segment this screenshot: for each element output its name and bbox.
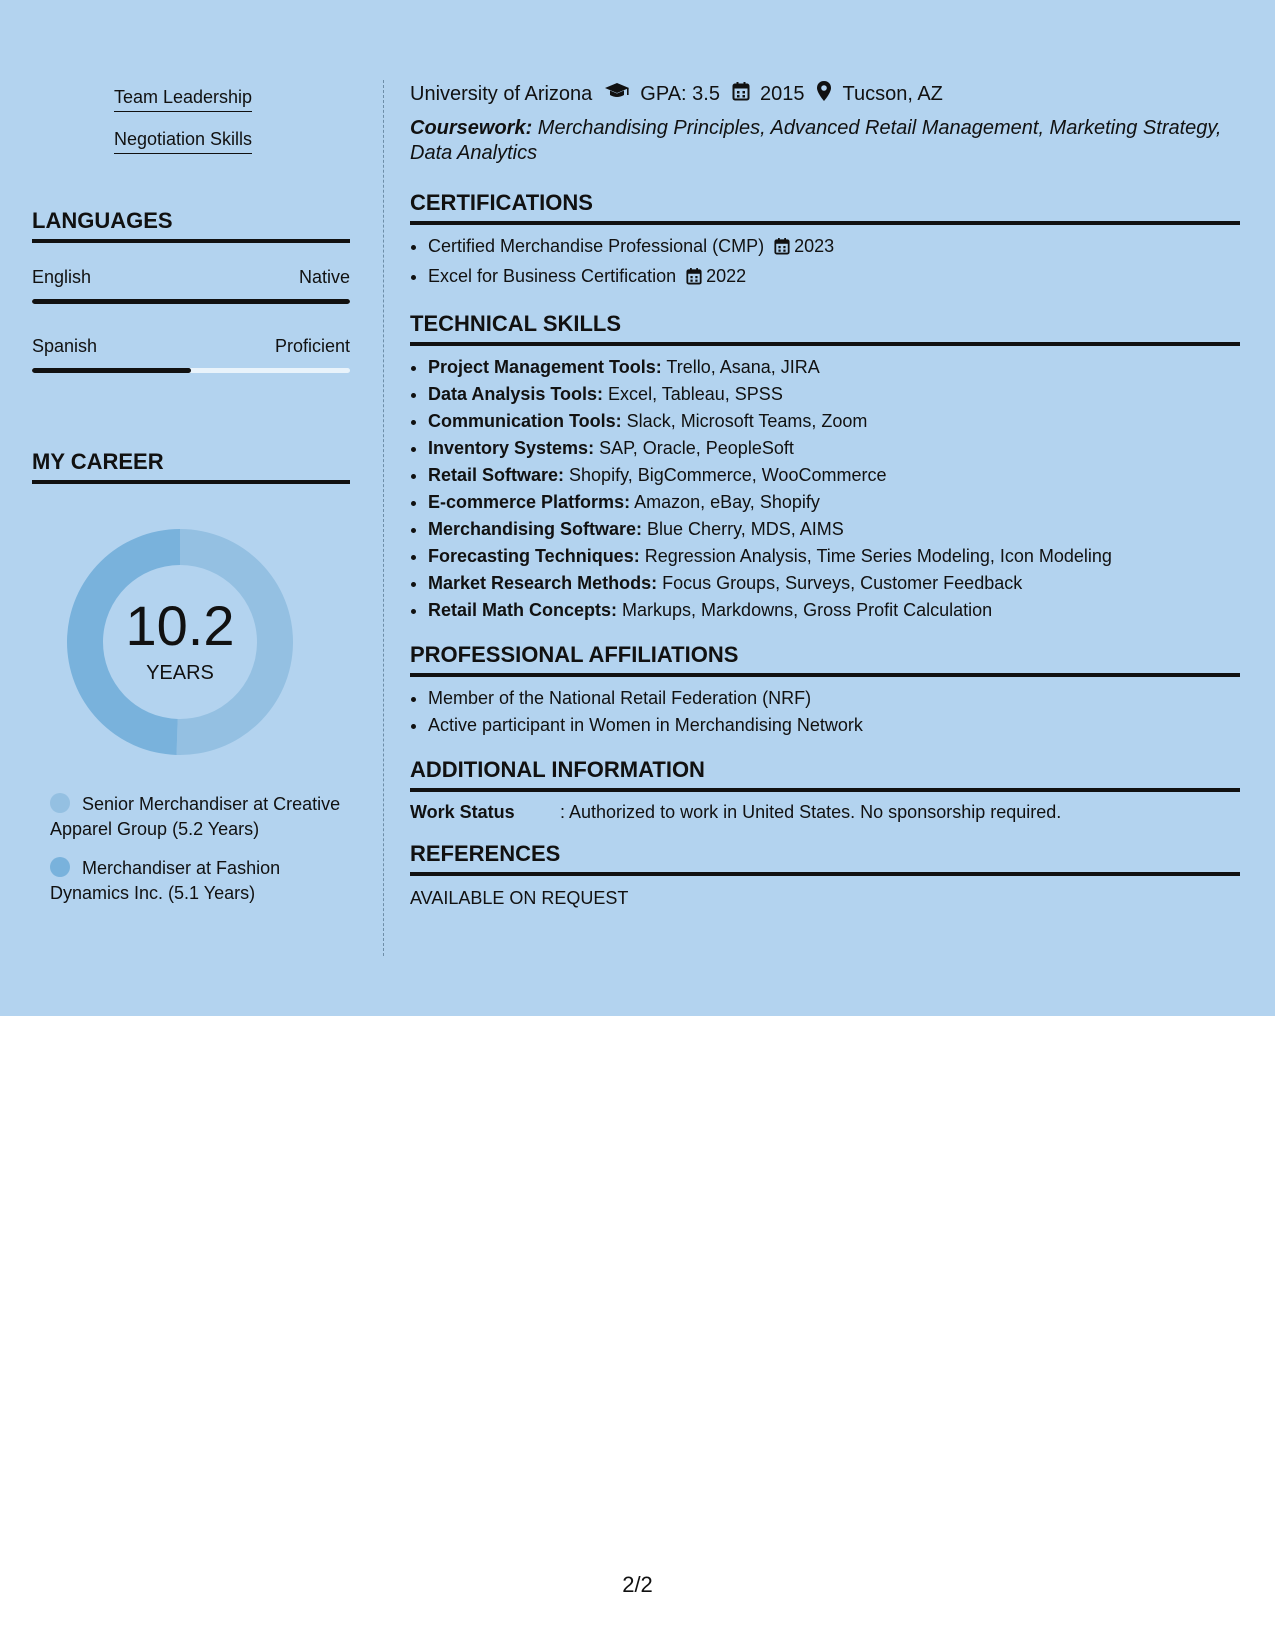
career-total: 10.2 bbox=[125, 594, 235, 657]
skill-values: Shopify, BigCommerce, WooCommerce bbox=[564, 465, 887, 485]
legend-item bbox=[50, 792, 350, 842]
skill-tag: Team Leadership bbox=[114, 87, 252, 112]
references-heading: REFERENCES bbox=[410, 841, 1240, 876]
skill-values: Trello, Asana, JIRA bbox=[661, 357, 820, 377]
affiliation-item: • Member of the National Retail Federation (NRF) bbox=[428, 685, 1240, 712]
calendar-icon bbox=[774, 236, 790, 263]
technical-skills-list bbox=[410, 354, 1240, 624]
legend-label: Merchandiser at Fashion Dynamics Inc. (5.1 Years) bbox=[50, 858, 281, 903]
skill-values: Slack, Microsoft Teams, Zoom bbox=[621, 411, 868, 431]
certifications-list bbox=[410, 233, 1240, 293]
language-level: Proficient bbox=[274, 336, 350, 356]
skill-category: Merchandising Software: bbox=[428, 519, 643, 539]
skill-values: Focus Groups, Surveys, Customer Feedback bbox=[657, 573, 1023, 593]
language-bar-fill bbox=[32, 299, 350, 304]
certification-name: Excel for Business Certification bbox=[428, 266, 677, 286]
career-heading: MY CAREER bbox=[32, 449, 350, 484]
coursework-list: Merchandising Principles, Advanced Retail Management, Marketing Strategy, Data Analytics bbox=[410, 117, 1222, 164]
skill-category: Forecasting Techniques: bbox=[428, 546, 640, 566]
legend-dot bbox=[50, 793, 70, 813]
skill-values: Amazon, eBay, Shopify bbox=[630, 492, 820, 512]
certification-year: 2022 bbox=[706, 266, 747, 286]
language-item bbox=[32, 336, 350, 373]
technical-skill-item bbox=[428, 489, 1240, 516]
skill-values: Excel, Tableau, SPSS bbox=[603, 384, 783, 404]
career-donut-chart bbox=[66, 528, 294, 756]
right-column bbox=[410, 80, 1240, 909]
language-bar-fill bbox=[32, 368, 191, 373]
skill-category: Project Management Tools: bbox=[428, 357, 662, 377]
page-number: 2/2 bbox=[622, 1572, 653, 1597]
work-status-value: : Authorized to work in United States. No sponsorship required. bbox=[560, 802, 1062, 822]
education-line bbox=[410, 80, 1240, 108]
calendar-icon bbox=[686, 266, 702, 293]
languages-heading: LANGUAGES bbox=[32, 208, 350, 243]
certification-year: 2023 bbox=[794, 236, 835, 256]
technical-skills-heading: TECHNICAL SKILLS bbox=[410, 311, 1240, 346]
technical-skill-item bbox=[428, 408, 1240, 435]
career-unit: YEARS bbox=[146, 662, 214, 684]
school-name: University of Arizona bbox=[410, 82, 593, 105]
language-name: English bbox=[32, 267, 92, 287]
column-divider bbox=[383, 80, 384, 956]
certification-name: Certified Merchandise Professional (CMP) bbox=[428, 236, 765, 256]
graduation-year: 2015 bbox=[759, 82, 805, 105]
graduation-cap-icon bbox=[604, 82, 630, 106]
affiliation-item: • Active participant in Women in Merchandising Network bbox=[428, 712, 1240, 739]
skill-category: E-commerce Platforms: bbox=[428, 492, 631, 512]
technical-skill-item bbox=[428, 462, 1240, 489]
certifications-heading: CERTIFICATIONS bbox=[410, 190, 1240, 225]
technical-skill-item bbox=[428, 570, 1240, 597]
skill-category: Inventory Systems: bbox=[428, 438, 595, 458]
work-status-label: Work Status bbox=[410, 802, 515, 822]
affiliations-list bbox=[410, 685, 1240, 739]
technical-skill-item bbox=[428, 516, 1240, 543]
technical-skill-item bbox=[428, 435, 1240, 462]
language-item bbox=[32, 267, 350, 304]
certification-item bbox=[428, 233, 1240, 263]
calendar-icon bbox=[732, 81, 750, 107]
language-name: Spanish bbox=[32, 336, 98, 356]
skill-values: Regression Analysis, Time Series Modeling, Icon Modeling bbox=[639, 546, 1112, 566]
legend-item bbox=[50, 856, 350, 906]
affiliations-heading: PROFESSIONAL AFFILIATIONS bbox=[410, 642, 1240, 677]
location-pin-icon bbox=[816, 80, 832, 108]
skill-category: Retail Math Concepts: bbox=[428, 600, 618, 620]
technical-skill-item bbox=[428, 597, 1240, 624]
technical-skill-item bbox=[428, 354, 1240, 381]
skill-category: Data Analysis Tools: bbox=[428, 384, 604, 404]
work-status-row bbox=[410, 802, 1240, 823]
language-bar bbox=[32, 299, 350, 304]
references-text: AVAILABLE ON REQUEST bbox=[410, 888, 629, 908]
certification-item bbox=[428, 263, 1240, 293]
skill-values: SAP, Oracle, PeopleSoft bbox=[594, 438, 794, 458]
skill-tag: Negotiation Skills bbox=[114, 129, 252, 154]
language-level: Native bbox=[298, 267, 350, 287]
skill-values: Blue Cherry, MDS, AIMS bbox=[642, 519, 844, 539]
skill-category: Retail Software: bbox=[428, 465, 565, 485]
location: Tucson, AZ bbox=[842, 82, 943, 105]
additional-info-heading: ADDITIONAL INFORMATION bbox=[410, 757, 1240, 792]
technical-skill-item bbox=[428, 543, 1240, 570]
technical-skill-item bbox=[428, 381, 1240, 408]
skill-values: Markups, Markdowns, Gross Profit Calculation bbox=[617, 600, 993, 620]
skill-category: Communication Tools: bbox=[428, 411, 622, 431]
coursework-label: Coursework: bbox=[410, 117, 533, 139]
coursework bbox=[410, 116, 1240, 166]
legend-dot bbox=[50, 857, 70, 877]
legend-label: Senior Merchandiser at Creative Apparel Group (5.2 Years) bbox=[50, 794, 341, 839]
skill-category: Market Research Methods: bbox=[428, 573, 658, 593]
left-column bbox=[32, 80, 350, 920]
gpa: GPA: 3.5 bbox=[640, 82, 720, 105]
language-bar bbox=[32, 368, 350, 373]
career-legend bbox=[32, 792, 350, 906]
